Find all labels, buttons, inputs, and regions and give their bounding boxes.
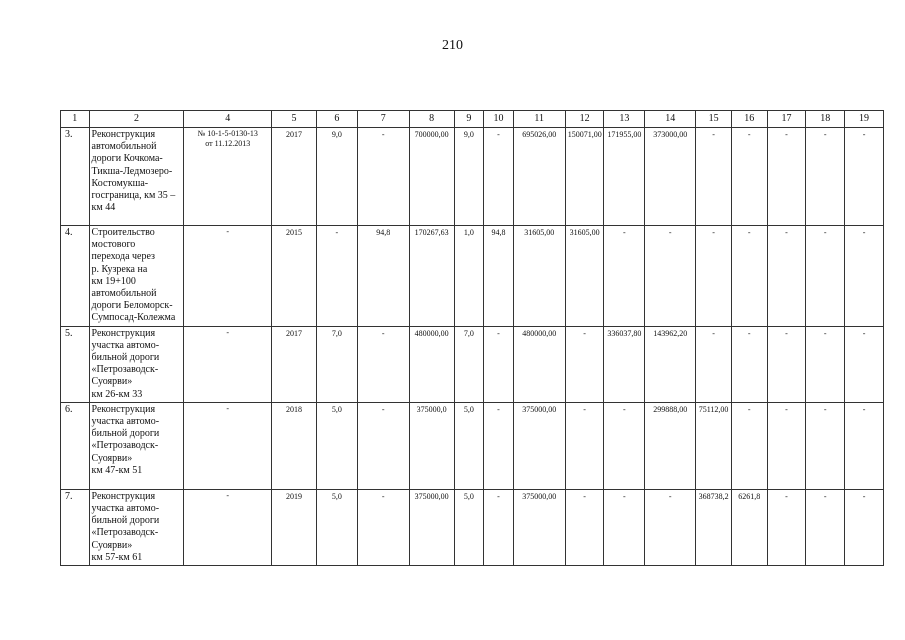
column-header: 1 xyxy=(61,111,90,128)
table-cell: - xyxy=(845,489,884,565)
column-header: 14 xyxy=(645,111,696,128)
table-cell: 75112,00 xyxy=(696,402,732,489)
column-header: 7 xyxy=(357,111,409,128)
table-cell: - xyxy=(845,326,884,402)
table-cell: - xyxy=(357,489,409,565)
table-row xyxy=(61,226,884,327)
table-cell: 2017 xyxy=(272,326,317,402)
table-row xyxy=(61,326,884,402)
table-cell: - xyxy=(484,489,514,565)
table-cell: 170267,63 xyxy=(409,226,454,327)
column-header: 19 xyxy=(845,111,884,128)
table-cell: 5,0 xyxy=(316,489,357,565)
document-reference: - xyxy=(184,402,272,489)
row-number: 7. xyxy=(61,489,90,565)
object-name: Реконструкция участка автомо- бильной дороги «Петрозаводск- Суоярви» км 47-км 51 xyxy=(89,402,184,489)
table-cell: 480000,00 xyxy=(409,326,454,402)
table-cell: - xyxy=(645,226,696,327)
column-header: 5 xyxy=(272,111,317,128)
table-cell: - xyxy=(357,402,409,489)
table-cell: - xyxy=(767,226,806,327)
table-cell: - xyxy=(845,402,884,489)
table-row xyxy=(61,402,884,489)
table-cell: 7,0 xyxy=(316,326,357,402)
table-cell: - xyxy=(767,402,806,489)
table-cell: 2015 xyxy=(272,226,317,327)
object-name: Реконструкция автомобильной дороги Кочкома- Тикша-Ледмозеро- Костомукша- госграница, км 35 – км 44 xyxy=(89,128,184,226)
document-reference: № 10-1-5-0130-13 от 11.12.2013 xyxy=(184,128,272,226)
table-cell: - xyxy=(806,489,845,565)
table-cell: - xyxy=(845,226,884,327)
table-cell: 375000,0 xyxy=(409,402,454,489)
table-cell: 375000,00 xyxy=(513,489,565,565)
table-cell: 9,0 xyxy=(454,128,484,226)
table-cell: - xyxy=(731,226,767,327)
table-cell: 143962,20 xyxy=(645,326,696,402)
table-cell: - xyxy=(806,128,845,226)
column-header: 6 xyxy=(316,111,357,128)
table-cell: - xyxy=(357,326,409,402)
table-cell: - xyxy=(845,128,884,226)
document-reference: - xyxy=(184,489,272,565)
table-cell: 700000,00 xyxy=(409,128,454,226)
row-number: 6. xyxy=(61,402,90,489)
table-cell: 373000,00 xyxy=(645,128,696,226)
column-header: 8 xyxy=(409,111,454,128)
table-cell: - xyxy=(604,489,645,565)
table-cell: - xyxy=(484,402,514,489)
table-cell: 31605,00 xyxy=(565,226,604,327)
table-cell: 31605,00 xyxy=(513,226,565,327)
column-header: 12 xyxy=(565,111,604,128)
table-cell: - xyxy=(731,326,767,402)
table-cell: 5,0 xyxy=(454,489,484,565)
table-cell: - xyxy=(604,402,645,489)
table-cell: 299888,00 xyxy=(645,402,696,489)
table-cell: - xyxy=(806,402,845,489)
table-cell: 375000,00 xyxy=(409,489,454,565)
table-cell: - xyxy=(604,226,645,327)
object-name: Реконструкция участка автомо- бильной дороги «Петрозаводск- Суоярви» км 57-км 61 xyxy=(89,489,184,565)
table-cell: 2017 xyxy=(272,128,317,226)
table-cell: - xyxy=(484,326,514,402)
row-number: 4. xyxy=(61,226,90,327)
table-cell: - xyxy=(565,489,604,565)
table-cell: 1,0 xyxy=(454,226,484,327)
table-cell: - xyxy=(806,326,845,402)
column-header: 4 xyxy=(184,111,272,128)
table-cell: - xyxy=(316,226,357,327)
table-cell: 94,8 xyxy=(357,226,409,327)
document-reference: - xyxy=(184,326,272,402)
table-cell: 7,0 xyxy=(454,326,484,402)
column-header: 9 xyxy=(454,111,484,128)
table-cell: 9,0 xyxy=(316,128,357,226)
object-name: Реконструкция участка автомо- бильной дороги «Петрозаводск- Суоярви» км 26-км 33 xyxy=(89,326,184,402)
table-cell: - xyxy=(645,489,696,565)
table-cell: 2018 xyxy=(272,402,317,489)
row-number: 3. xyxy=(61,128,90,226)
table-cell: 5,0 xyxy=(454,402,484,489)
column-header: 17 xyxy=(767,111,806,128)
table-cell: 94,8 xyxy=(484,226,514,327)
table-cell: - xyxy=(565,326,604,402)
document-reference: - xyxy=(184,226,272,327)
column-header: 18 xyxy=(806,111,845,128)
column-header: 11 xyxy=(513,111,565,128)
table-header-row xyxy=(61,111,884,128)
table-cell: - xyxy=(696,128,732,226)
table-cell: - xyxy=(767,128,806,226)
page-number: 210 xyxy=(442,38,463,53)
column-header: 10 xyxy=(484,111,514,128)
table-cell: - xyxy=(565,402,604,489)
table-cell: 2019 xyxy=(272,489,317,565)
table-cell: - xyxy=(767,326,806,402)
table-cell: 336037,80 xyxy=(604,326,645,402)
object-name: Строительство мостового перехода через р. Кузрека на км 19+100 автомобильной дороги Беломорск- Сумпосад-Колежма xyxy=(89,226,184,327)
table-cell: 695026,00 xyxy=(513,128,565,226)
table-cell: 375000,00 xyxy=(513,402,565,489)
table-cell: - xyxy=(696,226,732,327)
table-cell: - xyxy=(696,326,732,402)
table-row xyxy=(61,128,884,226)
table-cell: - xyxy=(357,128,409,226)
data-table xyxy=(60,110,884,566)
column-header: 2 xyxy=(89,111,184,128)
column-header: 16 xyxy=(731,111,767,128)
table-cell: - xyxy=(731,402,767,489)
table-cell: 480000,00 xyxy=(513,326,565,402)
table-row xyxy=(61,489,884,565)
column-header: 15 xyxy=(696,111,732,128)
table-cell: - xyxy=(806,226,845,327)
table-cell: 368738,2 xyxy=(696,489,732,565)
table-cell: - xyxy=(767,489,806,565)
table-cell: 6261,8 xyxy=(731,489,767,565)
table-cell: 150071,00 xyxy=(565,128,604,226)
table-cell: - xyxy=(484,128,514,226)
column-header: 13 xyxy=(604,111,645,128)
table-cell: 171955,00 xyxy=(604,128,645,226)
table-cell: 5,0 xyxy=(316,402,357,489)
row-number: 5. xyxy=(61,326,90,402)
table-cell: - xyxy=(731,128,767,226)
